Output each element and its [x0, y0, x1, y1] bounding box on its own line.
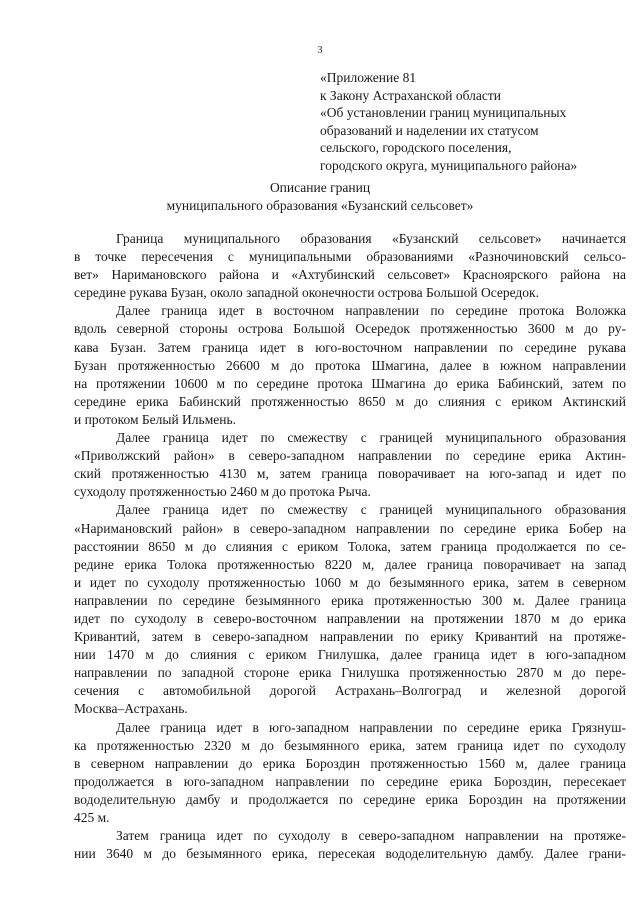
- appendix-line: «Приложение 81: [320, 70, 417, 85]
- paragraph-line: и идет по суходолу протяженностью 1060 м до безымянного ерика, затем в северном: [74, 574, 626, 590]
- paragraph: [74, 302, 626, 429]
- paragraph-line: вдоль северной стороны острова Большой Осередок протяженностью 3600 м до ру-: [74, 321, 626, 337]
- paragraph-line: на протяжении 10600 м по середине протока Шмагина до ерика Бабинский, затем по: [74, 375, 626, 391]
- paragraph-line: нии 3640 м до безымянного ерика, пересекая вододелительную дамбу. Далее грани-: [74, 846, 626, 862]
- paragraph-line: суходолу протяженностью 2460 м до протока Рыча.: [74, 484, 371, 500]
- paragraph-line: и протоком Белый Ильмень.: [74, 411, 236, 427]
- paragraph-line: середине рукава Бузан, около западной оконечности острова Большой Осередок.: [74, 285, 539, 301]
- paragraph-line: ка протяженностью 2320 м до безымянного ерика, затем граница идет по суходолу: [74, 737, 626, 753]
- paragraph-line: продолжается в юго-западном направлении по середине ерика Бороздин, пересекает: [74, 773, 626, 789]
- paragraph-line: «Наримановский район» в северо-западном направлении по середине ерика Бобер на: [74, 520, 626, 536]
- document-title: [0, 179, 640, 215]
- appendix-line: «Об установлении границ муниципальных: [320, 105, 567, 120]
- paragraph-line: вет» Наримановского района и «Ахтубинский сельсовет» Красноярского района на: [74, 267, 626, 283]
- paragraph-line: Кривантий, затем в северо-западном направлении по ерику Кривантий на протяже-: [74, 629, 626, 645]
- paragraph-line: направлении по западной стороне ерика Гнилушка протяженностью 2870 м до пере-: [74, 665, 626, 681]
- appendix-line: сельского, городского поселения,: [320, 140, 512, 155]
- appendix-header: [320, 69, 630, 174]
- paragraph-line: «Приволжский район» в северо-западном направлении по середине ерика Актин-: [74, 448, 626, 464]
- paragraph-line: середине ерика Бабинский протяженностью 8650 м до слияния с ериком Актинский: [74, 393, 626, 409]
- paragraph-line: Далее граница идет в юго-западном направлении по середине ерика Грязнуш-: [116, 719, 626, 735]
- paragraph-line: ский протяженностью 4130 м, затем граница поворачивает на юго-запад и идет по: [74, 466, 626, 482]
- paragraph-line: сечения с автомобильной дорогой Астрахань–Волгоград и железной дорогой: [74, 683, 626, 699]
- paragraph: [74, 719, 626, 828]
- appendix-line: образований и наделении их статусом: [320, 122, 539, 138]
- title-line: Описание границ: [269, 180, 371, 195]
- appendix-line: городского округа, муниципального района»: [320, 157, 578, 173]
- paragraph: [74, 501, 626, 718]
- paragraph: [74, 827, 626, 863]
- paragraph-line: Далее граница идет по смежеству с границей муниципального образования: [116, 430, 626, 446]
- paragraph-line: Бузан протяженностью 26600 м до протока Шмагина, далее в южном направлении: [74, 357, 626, 373]
- paragraph: [74, 429, 626, 501]
- paragraph-line: идет по суходолу в северо-восточном направлении на протяжении 1870 м до ерика: [74, 610, 626, 626]
- paragraph-line: редине ерика Толока протяженностью 8220 м, далее граница поворачивает на запад: [74, 556, 626, 572]
- paragraph-line: кава Бузан. Затем граница идет в юго-восточном направлении по середине рукава: [74, 339, 626, 355]
- paragraph-line: Граница муниципального образования «Бузанский сельсовет» начинается: [116, 231, 626, 246]
- appendix-line: к Закону Астраханской области: [320, 87, 502, 103]
- paragraph-line: нии 1470 м до слияния с ериком Гнилушка, далее граница идет в юго-западном: [74, 647, 626, 663]
- paragraph-line: в точке пересечения с муниципальными образованиями «Разночиновский сельсо-: [74, 249, 626, 265]
- paragraph-line: 425 м.: [74, 810, 110, 825]
- paragraph-line: расстоянии 8650 м до слияния с ериком Толока, затем граница продолжается по се-: [74, 538, 626, 554]
- paragraph: [74, 230, 626, 302]
- title-line: муниципального образования «Бузанский сельсовет»: [166, 198, 474, 213]
- page-number: 3: [317, 45, 323, 56]
- paragraph-line: в северном направлении до ерика Бороздин протяженностью 1560 м, далее граница: [74, 755, 626, 771]
- paragraph-line: направлении по середине безымянного ерика протяженностью 300 м. Далее граница: [74, 592, 626, 608]
- paragraph-line: Затем граница идет по суходолу в северо-западном направлении на протяже-: [116, 828, 626, 844]
- body-text: [74, 230, 626, 863]
- paragraph-line: Далее граница идет по смежеству с границей муниципального образования: [116, 502, 626, 518]
- paragraph-line: вододелительную дамбу и продолжается по середине ерика Бороздин на протяжении: [74, 791, 626, 807]
- paragraph-line: Москва–Астрахань.: [74, 701, 188, 717]
- paragraph-line: Далее граница идет в восточном направлении по середине протока Воложка: [116, 303, 626, 319]
